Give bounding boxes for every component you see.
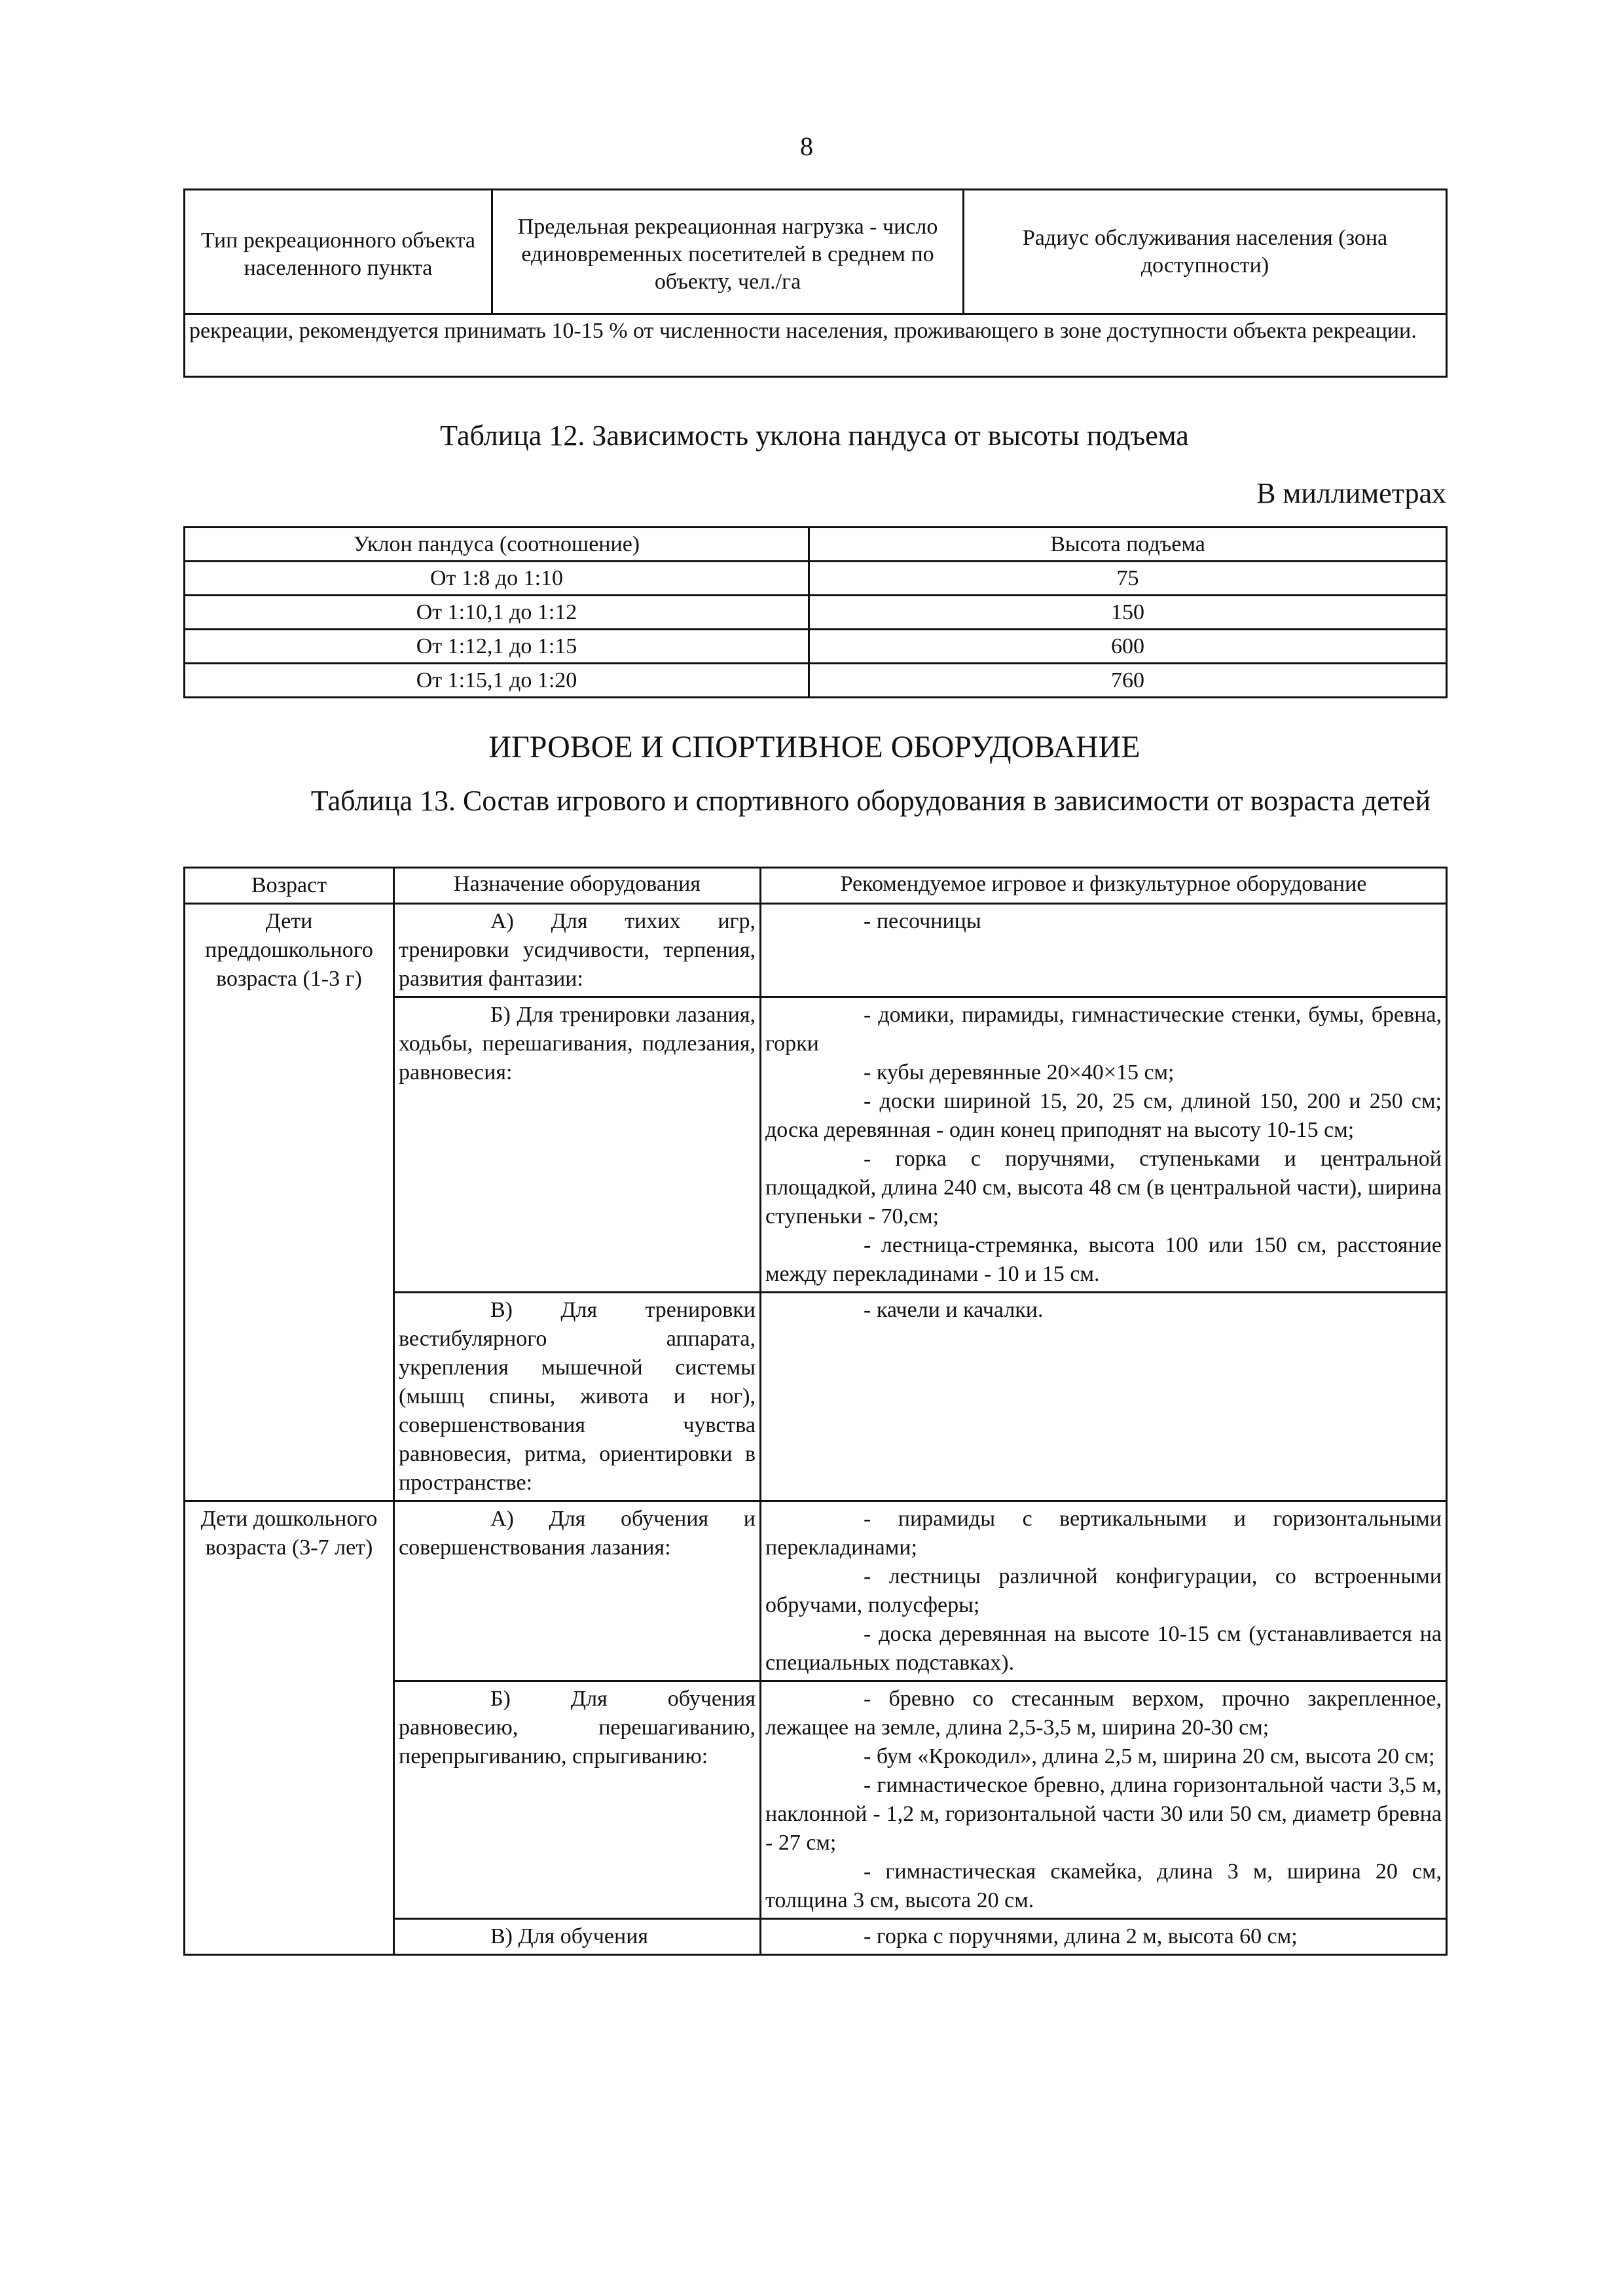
table12-slope-cell: От 1:8 до 1:10 bbox=[185, 562, 809, 596]
table-row bbox=[185, 904, 1447, 997]
table13-header-age: Возраст bbox=[185, 868, 394, 904]
equipment-cell bbox=[761, 997, 1447, 1293]
equipment-item: - доски шириной 15, 20, 25 см, длиной 150, 200 и 250 см; доска деревянная - один конец приподнят на высоту 10-15 см; bbox=[765, 1089, 1442, 1142]
equipment-item: - лестница-стремянка, высота 100 или 150 см, расстояние между перекладинами - 10 и 15 см. bbox=[765, 1233, 1442, 1286]
table13 bbox=[183, 867, 1448, 1956]
table12-height-cell: 150 bbox=[809, 596, 1447, 630]
table-row bbox=[185, 630, 1447, 664]
equipment-cell bbox=[761, 1919, 1447, 1955]
purpose-cell: В) Для обучения bbox=[394, 1919, 761, 1955]
page-number: 8 bbox=[800, 132, 813, 161]
continued-table-note: рекреации, рекомендуется принимать 10-15 % от численности населения, проживающего в зоне доступности объекта рекреации. bbox=[185, 314, 1447, 377]
continued-table bbox=[183, 188, 1448, 378]
purpose-cell: А) Для тихих игр, тренировки усидчивости, терпения, развития фантазии: bbox=[394, 904, 761, 997]
header-service-radius: Радиус обслуживания населения (зона доступности) bbox=[964, 190, 1447, 314]
equipment-cell bbox=[761, 1293, 1447, 1501]
section-heading: ИГРОВОЕ И СПОРТИВНОЕ ОБОРУДОВАНИЕ bbox=[488, 730, 1140, 764]
table12-slope-cell: От 1:12,1 до 1:15 bbox=[185, 630, 809, 664]
header-object-type: Тип рекреационного объекта населенного пункта bbox=[185, 190, 492, 314]
age-cell: Дети дошкольного возраста (3-7 лет) bbox=[185, 1501, 394, 1955]
table12-header-height: Высота подъема bbox=[809, 528, 1447, 562]
equipment-cell bbox=[761, 1501, 1447, 1681]
equipment-item: - горка с поручнями, ступеньками и центральной площадкой, длина 240 см, высота 48 см (в центральной части), ширина ступеньки - 70,см; bbox=[765, 1147, 1442, 1229]
equipment-item: - гимнастическое бревно, длина горизонтальной части 3,5 м, наклонной - 1,2 м, горизонтальной части 30 или 50 см, диаметр бревна - 27 см; bbox=[765, 1773, 1442, 1855]
table13-header-purpose: Назначение оборудования bbox=[394, 868, 761, 904]
purpose-cell: Б) Для обучения равновесию, перешагиванию, перепрыгиванию, спрыгиванию: bbox=[394, 1681, 761, 1919]
table12-height-cell: 600 bbox=[809, 630, 1447, 664]
header-recreational-load: Предельная рекреационная нагрузка - число единовременных посетителей в среднем по объекту, чел./га bbox=[492, 190, 964, 314]
table-row bbox=[185, 596, 1447, 630]
table12-header-row bbox=[185, 528, 1447, 562]
continued-table-note-row bbox=[185, 314, 1447, 377]
equipment-item: - гимнастическая скамейка, длина 3 м, ширина 20 см, толщина 3 см, высота 20 см. bbox=[765, 1859, 1442, 1912]
equipment-item: - песочницы bbox=[864, 909, 981, 933]
table13-title: Таблица 13. Состав игрового и спортивного оборудования в зависимости от возраста детей bbox=[310, 785, 1431, 817]
purpose-cell: В) Для тренировки вестибулярного аппарата, укрепления мышечной системы (мышц спины, живота и ног), совершенствования чувства равновесия, ритма, ориентировки в пространстве: bbox=[394, 1293, 761, 1501]
table12-slope-cell: От 1:10,1 до 1:12 bbox=[185, 596, 809, 630]
equipment-cell bbox=[761, 904, 1447, 997]
table12 bbox=[183, 526, 1448, 698]
table-row bbox=[185, 1501, 1447, 1681]
purpose-cell: А) Для обучения и совершенствования лазания: bbox=[394, 1501, 761, 1681]
equipment-item: - лестницы различной конфигурации, со встроенными обручами, полусферы; bbox=[765, 1564, 1442, 1617]
table12-title: Таблица 12. Зависимость уклона пандуса от высоты подъема bbox=[440, 420, 1189, 452]
equipment-item: - горка с поручнями, длина 2 м, высота 60 см; bbox=[864, 1924, 1298, 1948]
age-cell: Дети преддошкольного возраста (1-3 г) bbox=[185, 904, 394, 1501]
table13-header-row bbox=[185, 868, 1447, 904]
table-row bbox=[185, 664, 1447, 698]
equipment-item: - пирамиды с вертикальными и горизонтальными перекладинами; bbox=[765, 1507, 1442, 1560]
equipment-cell bbox=[761, 1681, 1447, 1919]
equipment-item: - качели и качалки. bbox=[864, 1298, 1044, 1322]
table13-header-equipment: Рекомендуемое игровое и физкультурное оборудование bbox=[761, 868, 1447, 904]
equipment-item: - кубы деревянные 20×40×15 см; bbox=[864, 1060, 1175, 1085]
table12-slope-cell: От 1:15,1 до 1:20 bbox=[185, 664, 809, 698]
table12-height-cell: 75 bbox=[809, 562, 1447, 596]
continued-table-header-row bbox=[185, 190, 1447, 314]
equipment-item: - домики, пирамиды, гимнастические стенки, бумы, бревна, горки bbox=[765, 1003, 1442, 1056]
table12-height-cell: 760 bbox=[809, 664, 1447, 698]
table-row bbox=[185, 562, 1447, 596]
table12-header-slope: Уклон пандуса (соотношение) bbox=[185, 528, 809, 562]
table12-units: В миллиметрах bbox=[1256, 477, 1446, 509]
equipment-item: - доска деревянная на высоте 10-15 см (устанавливается на специальных подставках). bbox=[765, 1622, 1442, 1675]
purpose-cell: Б) Для тренировки лазания, ходьбы, перешагивания, подлезания, равновесия: bbox=[394, 997, 761, 1293]
equipment-item: - бревно со стесанным верхом, прочно закрепленное, лежащее на земле, длина 2,5-3,5 м, ширина 20-30 см; bbox=[765, 1687, 1442, 1740]
equipment-item: - бум «Крокодил», длина 2,5 м, ширина 20 см, высота 20 см; bbox=[864, 1744, 1435, 1768]
